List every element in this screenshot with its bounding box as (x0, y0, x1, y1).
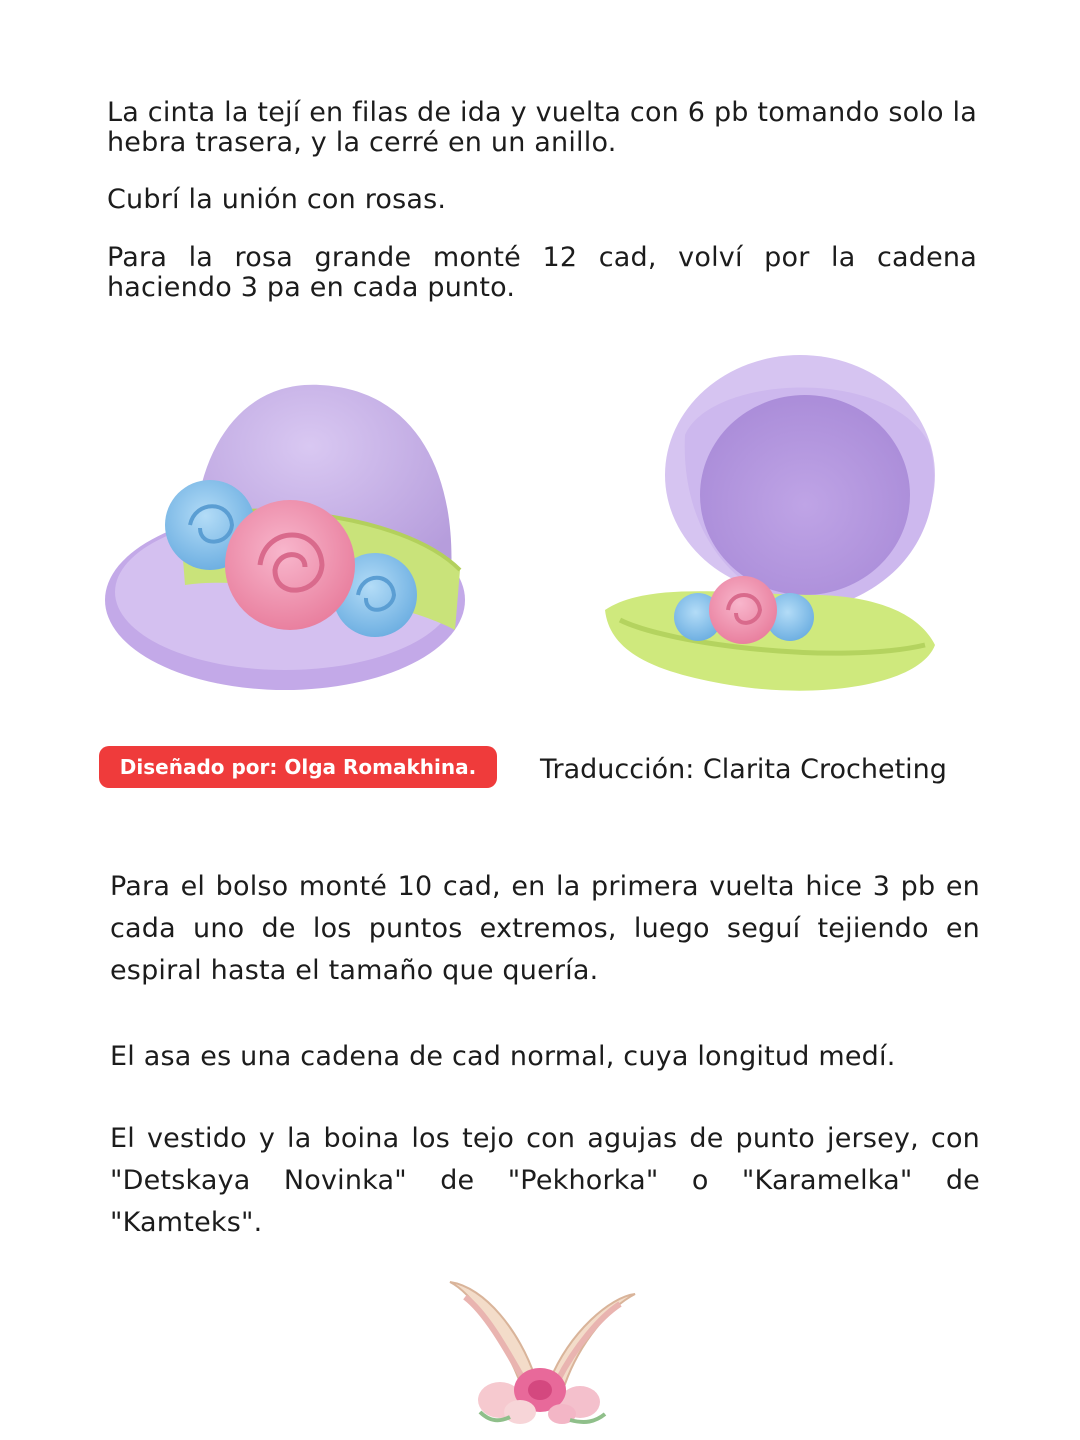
paragraph-dress: El vestido y la boina los tejo con agujas de punto jersey, con "Detskaya Novinka" de "Pekhorka" o "Karamelka" de "Kamteks". (110, 1123, 980, 1238)
paragraph-roses: Cubrí la unión con rosas. (107, 184, 447, 215)
paragraph-handle: El asa es una cadena de cad normal, cuya longitud medí. (110, 1041, 896, 1072)
paragraph-band: La cinta la tejí en filas de ida y vuelta con 6 pb tomando solo la hebra trasera, y la cerré en un anillo. (107, 97, 977, 158)
crochet-hat-with-roses-photo (100, 360, 475, 705)
designer-credit-badge: Diseñado por: Olga Romakhina. (99, 746, 497, 788)
paragraph-bag: Para el bolso monté 10 cad, en la primera vuelta hice 3 pb en cada uno de los puntos extremos, luego seguí tejiendo en espiral hasta el tamaño que quería. (110, 871, 980, 986)
translation-credit: Traducción: Clarita Crocheting (540, 754, 947, 785)
paragraph-big-rose: Para la rosa grande monté 12 cad, volví por la cadena haciendo 3 pa en cada punto. (107, 242, 977, 303)
bunny-ears-floral-logo (440, 1272, 640, 1432)
crochet-hat-and-band-photo (590, 345, 955, 720)
